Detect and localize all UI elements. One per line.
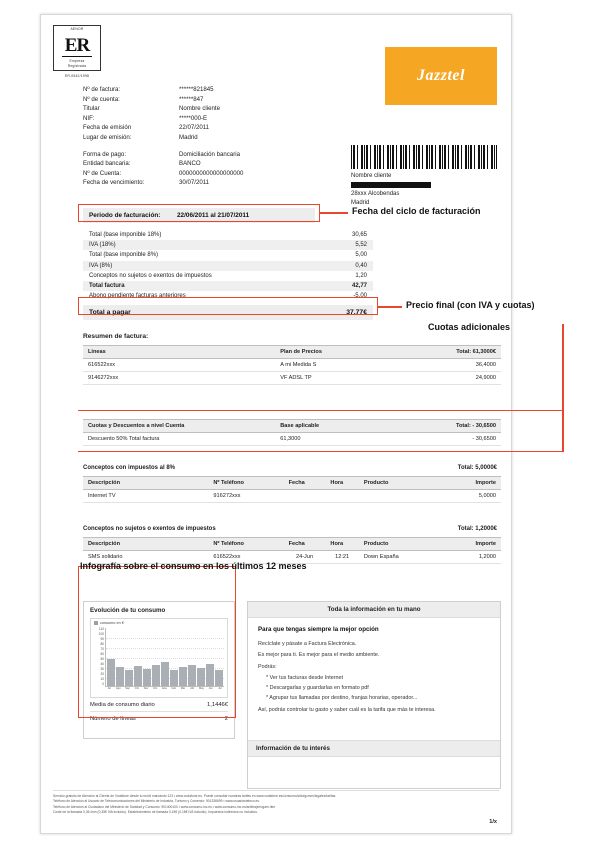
- address-street-redacted: [351, 182, 431, 188]
- exempt-total: Total: 1,2000€: [457, 526, 497, 532]
- avg-consumption-value: 1,1446€: [207, 702, 228, 708]
- totals-row: [83, 230, 373, 240]
- leader-line-total: [378, 306, 402, 308]
- field-label: Nº de factura:: [83, 86, 121, 93]
- totals-value: 5,52: [355, 242, 367, 249]
- col-fecha: Fecha: [284, 477, 326, 490]
- totals-value: 0,40: [355, 262, 367, 269]
- field-label: Nº de cuenta:: [83, 95, 120, 103]
- col-plan: Plan de Precios: [275, 346, 417, 359]
- footer-line: Teléfono de Atención al Usuario de Telecomunicaciones del Ministerio de Industria, Turismo y Comercio: 901336699 • www.usuariosteleco.es.: [53, 799, 260, 804]
- col-quotas-total: Total: - 30,6500: [417, 420, 501, 433]
- table-row: [83, 490, 501, 503]
- cell-producto: [359, 490, 434, 503]
- payment-field-row: [83, 150, 343, 160]
- col-lineas: Lineas: [83, 346, 275, 359]
- total-to-pay-label: Total a pagar: [89, 309, 131, 316]
- col-importe: Importe: [434, 477, 501, 490]
- field-label: Titular: [83, 105, 100, 113]
- chart-x-label: Jul: [107, 687, 111, 690]
- chart-x-label: Jun: [208, 687, 213, 690]
- aenor-certificate-logo: [53, 25, 101, 78]
- table-row: [83, 359, 501, 372]
- summary-title: Resumen de factura:: [83, 333, 149, 340]
- footer-line: Teléfono de Atención al Ciudadano del Ministerio de Sanidad y Consumo: 901400100 • www.consumo-inc.es • www.consumo-inc.es/arbitraje/rogam.htm: [53, 804, 276, 809]
- header-field-row: [83, 104, 343, 114]
- address-region: Madrid: [351, 200, 370, 206]
- customer-address: [351, 172, 497, 208]
- aenor-top-text: AENOR: [70, 27, 84, 31]
- cell-fecha: 24-Jun: [284, 551, 326, 564]
- chart-x-label: Abr: [190, 687, 195, 690]
- barcode: [351, 145, 497, 169]
- field-value: ******847: [179, 95, 204, 103]
- cell-linea: 616522xxx: [83, 359, 275, 372]
- col-descripcion: Descripción: [83, 538, 208, 551]
- cell-descripcion: Internet TV: [83, 490, 208, 503]
- totals-label: IVA (8%): [89, 262, 113, 269]
- ann-period: Fecha del ciclo de facturación: [352, 206, 481, 216]
- header-field-row: [83, 95, 343, 105]
- info-p1: Recíclate y pásate a Factura Electrónica.: [258, 640, 357, 647]
- totals-row: [83, 250, 373, 260]
- tax8-total: Total: 5,0000€: [457, 465, 497, 471]
- ann-total: Precio final (con IVA y cuotas): [406, 300, 535, 310]
- cell-hora: 12:21: [325, 551, 358, 564]
- highlight-quotas-right-edge: [562, 324, 564, 452]
- field-label: Entidad bancaria:: [83, 160, 131, 168]
- info-panel: [247, 601, 501, 789]
- highlight-billing-period: [78, 204, 320, 222]
- chart-x-label: Feb: [171, 687, 176, 690]
- field-value: Madrid: [179, 133, 198, 141]
- cell-hora: [325, 490, 358, 503]
- cell-descripcion: Descuento 50% Total factura: [83, 433, 275, 446]
- totals-value: 5,00: [355, 252, 367, 259]
- col-fecha: Fecha: [284, 538, 326, 551]
- cell-amount: 36,4000: [417, 359, 501, 372]
- field-label: Fecha de emisión: [83, 124, 132, 132]
- chart-x-label: Oct: [134, 687, 139, 690]
- totals-label: Abono pendiente facturas anteriores: [89, 293, 186, 300]
- totals-value: 42,77: [351, 283, 367, 290]
- brand-logo: [385, 47, 497, 105]
- cell-producto: Down España: [359, 551, 434, 564]
- cell-telefono: 616522xxx: [208, 551, 283, 564]
- payment-field-row: [83, 159, 343, 169]
- totals-row: [83, 240, 373, 250]
- er-mark: ER: [64, 35, 90, 57]
- field-value: ******821845: [179, 86, 214, 93]
- field-value: BANCO: [179, 160, 201, 168]
- cell-fecha: [284, 490, 326, 503]
- chart-x-label: Ago: [116, 687, 121, 690]
- chart-x-label: Nov: [143, 687, 149, 690]
- cell-amount: 24,9000: [417, 372, 501, 385]
- ann-quotas: Cuotas adicionales: [428, 322, 511, 332]
- totals-label: IVA (18%): [89, 242, 116, 249]
- header-field-row: [83, 133, 343, 143]
- col-producto: Producto: [359, 477, 434, 490]
- info-panel-body: [248, 618, 500, 726]
- er-divider: [62, 56, 92, 57]
- info-panel-header-2: Información de tu interés: [248, 740, 500, 757]
- col-hora: Hora: [325, 477, 358, 490]
- field-value: 30/07/2011: [179, 179, 210, 187]
- info-bullet: * Ver tus facturas desde Internet: [266, 675, 344, 682]
- totals-label: Conceptos no sujetos o exentos de impuestos: [89, 272, 212, 279]
- chart-x-label: Jul: [218, 687, 222, 690]
- page-number: 1/x: [489, 819, 497, 825]
- billing-period-label: Periodo de facturación:: [89, 212, 161, 219]
- legend-label: consumo en €: [100, 621, 124, 625]
- tax8-table: [83, 476, 501, 503]
- address-city: 28xxx Alcobendas: [351, 191, 400, 197]
- footer-line: Servicio gratuito de Atención al Cliente de Vodafone desde tu móvil marcando 123 • www.vodafone.es. Puede consultar nuestras tarifas en www.vodafone.es/consumo/sitio/gcmov/legales/tarifas.: [53, 794, 337, 799]
- brand-logo-text: Jazztel: [417, 67, 465, 84]
- field-value: 22/07/2011: [179, 124, 210, 132]
- table-header-row: [83, 346, 501, 359]
- er-line1: Empresa: [69, 59, 85, 64]
- lines-count-label: Número de líneas: [90, 716, 136, 722]
- chart-x-label: May: [199, 687, 204, 690]
- footer-line: Coste de la llamada 0,36 /min (0,35€ IVA incluido). Establecimiento de llamada 0,15€ (0,18€ IVA incluido). Impuestos indirectos no incluidos.: [53, 809, 258, 814]
- totals-row: [83, 261, 373, 271]
- highlight-consumption: [78, 566, 236, 718]
- col-lines-total: Total: 61,3000€: [417, 346, 501, 359]
- field-label: Fecha de vencimiento:: [83, 179, 145, 187]
- cell-linea: 9146272xxx: [83, 372, 275, 385]
- exempt-title: Conceptos no sujetos o exentos de impuestos: [83, 526, 216, 532]
- field-value: Nombre cliente: [179, 105, 220, 113]
- billing-period-value: 22/06/2011 al 21/07/2011: [177, 212, 250, 219]
- lines-table: [83, 345, 501, 385]
- field-value: Domiciliación bancaria: [179, 150, 240, 158]
- field-value: 0000000000000000000: [179, 169, 244, 177]
- table-header-row: [83, 477, 501, 490]
- header-field-row: [83, 114, 343, 124]
- table-header-row: [83, 538, 501, 551]
- cell-descripcion: SMS solidario: [83, 551, 208, 564]
- leader-line-period: [320, 212, 348, 214]
- cell-telefono: 916272xxx: [208, 490, 283, 503]
- lines-count-value: 2: [224, 716, 228, 722]
- info-bullet: * Descargarlas y guardarlas en formato pdf: [266, 684, 369, 691]
- col-quotas: Cuotas y Descuentos a nivel Cuenta: [83, 420, 275, 433]
- totals-label: Total (base imponible 18%): [89, 232, 162, 238]
- info-p3: Podrás:: [258, 663, 277, 670]
- highlight-total-to-pay: [78, 297, 378, 315]
- er-code: ER-0542/1998: [64, 73, 90, 78]
- field-label: Lugar de emisión:: [83, 133, 132, 141]
- payment-field-row: [83, 178, 343, 188]
- tax8-title: Conceptos con impuestos al 8%: [83, 465, 176, 471]
- totals-row: [83, 281, 373, 291]
- col-base: Base aplicable: [275, 420, 417, 433]
- ann-chart: Infografía sobre el consumo en los últimos 12 meses: [80, 561, 307, 571]
- field-label: NIF:: [83, 114, 95, 122]
- field-value: *****000-E: [179, 114, 208, 122]
- totals-label: Total (base imponible 8%): [89, 252, 159, 259]
- payment-field-row: [83, 169, 343, 179]
- info-panel-header: Toda la información en tu mano: [248, 602, 500, 618]
- header-field-row: [83, 85, 343, 95]
- consumption-title: Evolución de tu consumo: [90, 607, 166, 614]
- field-label: Nº de Cuenta:: [83, 169, 122, 177]
- chart-x-label: Mar: [180, 687, 186, 690]
- info-heading: Para que tengas siempre la mejor opción: [258, 626, 379, 633]
- info-p2: Es mejor para ti. Es mejor para el medio ambiente.: [258, 652, 380, 659]
- cell-plan: VF ADSL TP: [275, 372, 417, 385]
- cell-base: 61,3000: [275, 433, 417, 446]
- totals-value: 1,20: [355, 272, 367, 279]
- col-importe: Importe: [434, 538, 501, 551]
- total-to-pay-value: 37,77€: [346, 309, 367, 316]
- totals-row: [83, 271, 373, 281]
- totals-value: 30,65: [351, 232, 367, 238]
- info-bullets: [266, 674, 490, 702]
- col-telefono: Nº Teléfono: [208, 477, 283, 490]
- payment-fields: [83, 150, 343, 188]
- legal-footer: [53, 790, 499, 815]
- col-descripcion: Descripción: [83, 477, 208, 490]
- info-p4: Así, podrás controlar tu gasto y saber cuál es la tarifa que más te interesa.: [258, 707, 436, 714]
- address-name: Nombre cliente: [351, 173, 392, 179]
- chart-x-label: Ene: [162, 687, 167, 690]
- cell-plan: A mi Medida S: [275, 359, 417, 372]
- invoice-header-fields: [83, 85, 343, 188]
- cell-importe: 1,2000: [434, 551, 501, 564]
- er-line2: Registrada: [67, 63, 87, 68]
- totals-value: -5,00: [353, 293, 367, 300]
- chart-y-axis: 110 100 90 80 70 60 50 40 30 20 10 0: [98, 627, 104, 686]
- table-row: [83, 372, 501, 385]
- exempt-table: [83, 537, 501, 564]
- field-label: Forma de pago:: [83, 150, 127, 158]
- col-hora: Hora: [325, 538, 358, 551]
- chart-x-label: Dic: [153, 687, 158, 690]
- info-bullet: * Agrupar tus llamadas por destino, franjas horarias, operador...: [266, 694, 418, 701]
- cell-amount: - 30,6500: [417, 433, 501, 446]
- avg-consumption-label: Media de consumo diario: [90, 702, 155, 708]
- highlight-quotas: [78, 410, 564, 452]
- totals-table: [83, 230, 373, 301]
- col-producto: Producto: [359, 538, 434, 551]
- chart-x-label: Sep: [125, 687, 130, 690]
- totals-label: Total factura: [89, 283, 125, 290]
- cell-importe: 5,0000: [434, 490, 501, 503]
- col-telefono: Nº Teléfono: [208, 538, 283, 551]
- header-field-row: [83, 123, 343, 133]
